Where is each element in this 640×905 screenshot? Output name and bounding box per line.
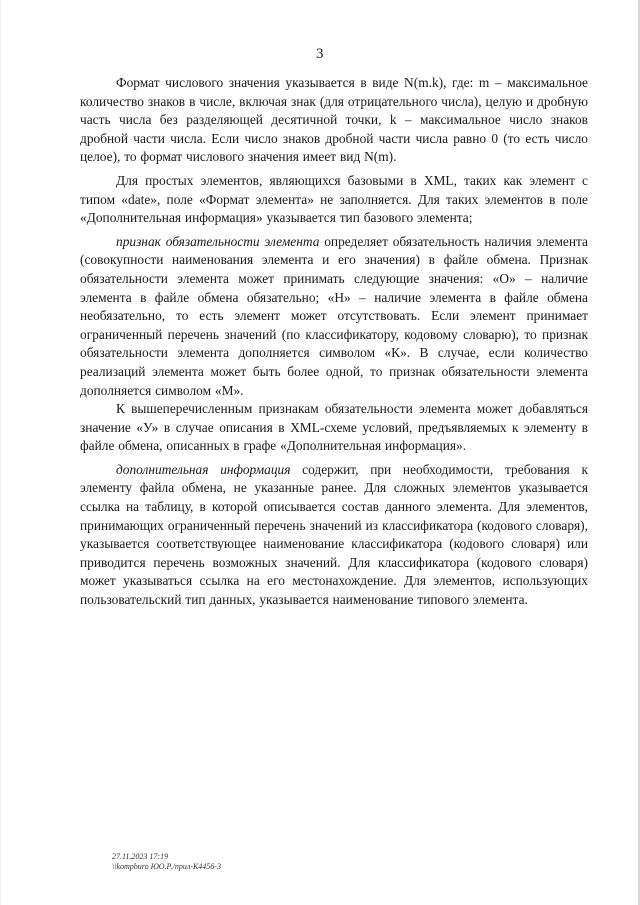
paragraph-text: содержит, при необходимости, требования к элементу файла обмена, не указанные ранее. Для сложных элементов указывается ссылка на таблицу, в которой описывается состав данного элемента. Для элементов, принимающих ограниченный перечень значений из классификатора (кодового словаря), указывается соответствующее наименование классификатора (кодового словаря) или приводится перечень возможных значений. Для классификатора (кодового словаря) может указываться ссылка на его местонахождение. Для элементов, использующих пользовательский тип данных, указывается наименование типового элемента.: [80, 461, 588, 608]
paragraph-number-format: [80, 74, 588, 167]
document-body: [80, 74, 588, 615]
page-number: 3: [316, 46, 324, 62]
footer-timestamp: 27.11.2023 17:19: [112, 852, 169, 861]
paragraph-text: К вышеперечисленным признакам обязательности элемента может добавляться значение «У» в случае описания в XML-схеме условий, предъявляемых к элементу в файле обмена, описанных в графе «Дополнительная информация».: [80, 401, 588, 454]
paragraph-additional-value: [80, 400, 588, 456]
paragraph-text: Для простых элементов, являющихся базовыми в XML, таких как элемент с типом «date», поле «Формат элемента» не заполняется. Для таких элементов в поле «Дополнительная информация» указывается тип базового элемента;: [80, 172, 588, 226]
scan-edge-left: [0, 0, 1, 905]
footer-stamp: [112, 852, 221, 872]
footer-file-path: \\kompburo ЮО.Р./прил-К4456-3: [112, 862, 221, 871]
paragraph-mandatory-attribute: [80, 233, 588, 400]
paragraph-additional-info: [80, 461, 588, 610]
paragraph-simple-elements: [80, 172, 588, 228]
term-mandatory-attribute: признак обязательности элемента: [116, 233, 320, 249]
paragraph-text: определяет обязательность наличия элемента (совокупности наименования элемента и его значения) в файле обмена. Признак обязательности элемента может принимать следующие значения: «О» – наличие элемента в файле обмена обязательно; «Н» – наличие элемента в файле обмена необязательно, то есть элемент может отсутствовать. Если элемент принимает ограниченный перечень значений (по классификатору, кодовому словарю), то признак обязательности элемента дополняется символом «К». В случае, если количество реализаций элемента может быть более одной, то признак обязательности элемента дополняется символом «М».: [80, 233, 588, 398]
paragraph-text: Формат числового значения указывается в виде N(m.k), где: m – максимальное количество знаков в числе, включая знак (для отрицательного числа), целую и дробную часть числа без разделяющей десятичной точки, k – максимальное число знаков дробной части числа. Если число знаков дробной части числа равно 0 (то есть число целое), то формат числового значения имеет вид N(m).: [80, 75, 588, 165]
term-additional-info: дополнительная информация: [116, 461, 291, 477]
